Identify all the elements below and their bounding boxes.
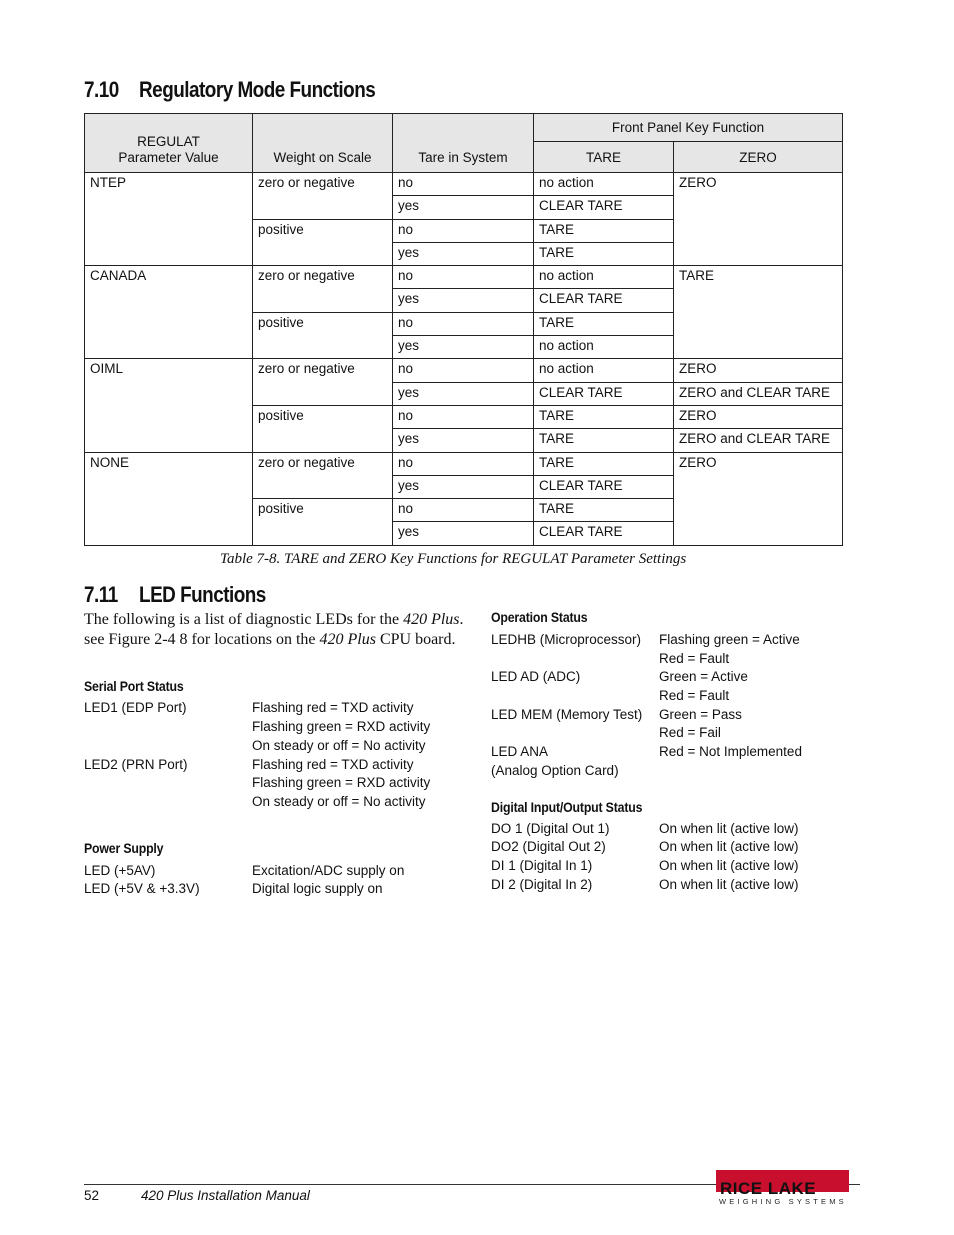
operation-status-heading: Operation Status: [491, 609, 588, 625]
led-name: DO 1 (Digital Out 1): [491, 821, 610, 836]
digital-io-status-heading: Digital Input/Output Status: [491, 799, 643, 815]
tare-key-cell: TARE: [534, 405, 674, 428]
led-description: Flashing green = Active: [659, 632, 800, 647]
section-number: 7.11: [84, 582, 118, 607]
intro-product-name: 420 Plus: [319, 630, 376, 648]
led-name: DI 2 (Digital In 2): [491, 877, 593, 892]
led-name: LED (+5AV): [84, 863, 156, 878]
tare-cell: no: [393, 173, 534, 196]
tare-cell: no: [393, 405, 534, 428]
led-description-line: Flashing green = RXD activity: [252, 719, 431, 734]
led-name: LED1 (EDP Port): [84, 700, 187, 715]
tare-cell: no: [393, 266, 534, 289]
led-description: On when lit (active low): [659, 858, 799, 873]
tare-cell: yes: [393, 382, 534, 405]
logo-tagline: WEIGHING SYSTEMS: [719, 1197, 847, 1206]
tare-key-cell: TARE: [534, 242, 674, 265]
led-name: DO2 (Digital Out 2): [491, 839, 606, 854]
weight-cell: zero or negative: [253, 173, 393, 220]
tare-cell: no: [393, 219, 534, 242]
tare-cell: no: [393, 359, 534, 382]
intro-product-name: 420 Plus: [403, 611, 460, 628]
tare-cell: no: [393, 312, 534, 335]
zero-key-cell: ZERO and CLEAR TARE: [674, 382, 843, 405]
param-cell: NTEP: [85, 173, 253, 266]
table-caption: Table 7-8. TARE and ZERO Key Functions for REGULAT Parameter Settings: [220, 551, 687, 567]
param-cell: NONE: [85, 452, 253, 545]
intro-text-2: . see Figure 2-4 8 for locations on the: [84, 611, 464, 648]
rice-lake-logo: [716, 1170, 852, 1206]
tare-cell: yes: [393, 522, 534, 545]
section-title: Regulatory Mode Functions: [139, 77, 376, 102]
zero-key-cell: TARE: [674, 266, 843, 359]
led-description-line: Flashing green = RXD activity: [252, 775, 431, 790]
tare-key-cell: CLEAR TARE: [534, 522, 674, 545]
zero-key-cell: ZERO: [674, 452, 843, 545]
tare-key-cell: CLEAR TARE: [534, 382, 674, 405]
section-7-11-heading: [84, 582, 266, 608]
tare-cell: yes: [393, 429, 534, 452]
led-description-line: Red = Fault: [659, 651, 730, 666]
led-name: LED (+5V & +3.3V): [84, 881, 200, 896]
led-name: LEDHB (Microprocessor): [491, 632, 642, 647]
tare-cell: yes: [393, 336, 534, 359]
power-supply-heading: Power Supply: [84, 840, 164, 856]
led-name: LED MEM (Memory Test): [491, 707, 643, 722]
weight-cell: positive: [253, 405, 393, 452]
tare-key-cell: no action: [534, 266, 674, 289]
weight-cell: zero or negative: [253, 452, 393, 499]
tare-key-cell: TARE: [534, 312, 674, 335]
led-description: Flashing red = TXD activity: [252, 700, 414, 715]
led-description: Digital logic supply on: [252, 881, 383, 896]
tare-cell: no: [393, 499, 534, 522]
led-description: Green = Pass: [659, 707, 742, 722]
tare-key-cell: no action: [534, 336, 674, 359]
page-number: 52: [84, 1188, 100, 1203]
led-intro-paragraph: [84, 610, 469, 649]
led-description-line: Red = Fail: [659, 725, 721, 740]
header-weight-on-scale: Weight on Scale: [253, 114, 393, 173]
led-description: On when lit (active low): [659, 821, 799, 836]
led-description-line: On steady or off = No activity: [252, 794, 426, 809]
led-description: Excitation/ADC supply on: [252, 863, 405, 878]
led-name: LED ANA: [491, 744, 549, 759]
led-name: DI 1 (Digital In 1): [491, 858, 593, 873]
tare-key-cell: CLEAR TARE: [534, 475, 674, 498]
header-zero-key: ZERO: [674, 142, 843, 173]
section-7-10-heading: [84, 77, 375, 103]
tare-key-cell: TARE: [534, 499, 674, 522]
zero-key-cell: ZERO: [674, 173, 843, 266]
intro-text-1: The following is a list of diagnostic LEDs for the: [84, 611, 400, 628]
zero-key-cell: ZERO and CLEAR TARE: [674, 429, 843, 452]
weight-cell: positive: [253, 312, 393, 359]
led-description-line: Red = Fault: [659, 688, 730, 703]
led-description: Red = Not Implemented: [659, 744, 802, 759]
tare-cell: yes: [393, 196, 534, 219]
header-front-panel-key-function: Front Panel Key Function: [534, 114, 843, 142]
tare-key-cell: CLEAR TARE: [534, 289, 674, 312]
section-title: LED Functions: [139, 582, 266, 607]
header-tare-in-system: Tare in System: [393, 114, 534, 173]
tare-cell: yes: [393, 289, 534, 312]
header-regulat-parameter-value: [85, 114, 253, 173]
weight-cell: positive: [253, 499, 393, 546]
tare-cell: yes: [393, 475, 534, 498]
led-name-line: (Analog Option Card): [491, 763, 619, 778]
regulat-key-function-table: [84, 113, 843, 546]
tare-key-cell: CLEAR TARE: [534, 196, 674, 219]
tare-key-cell: TARE: [534, 219, 674, 242]
tare-cell: no: [393, 452, 534, 475]
weight-cell: zero or negative: [253, 359, 393, 406]
param-cell: OIML: [85, 359, 253, 452]
led-description-line: On steady or off = No activity: [252, 738, 426, 753]
manual-title: 420 Plus Installation Manual: [141, 1188, 310, 1203]
logo-wordmark: RICE LAKE: [720, 1179, 817, 1198]
zero-key-cell: ZERO: [674, 405, 843, 428]
tare-key-cell: TARE: [534, 429, 674, 452]
led-description: On when lit (active low): [659, 877, 799, 892]
header-regulat: REGULAT: [137, 134, 200, 149]
led-description: On when lit (active low): [659, 839, 799, 854]
led-name: LED2 (PRN Port): [84, 757, 188, 772]
led-name: LED AD (ADC): [491, 669, 581, 684]
serial-port-status-heading: Serial Port Status: [84, 678, 184, 694]
weight-cell: positive: [253, 219, 393, 266]
tare-key-cell: no action: [534, 359, 674, 382]
section-number: 7.10: [84, 77, 119, 102]
tare-cell: yes: [393, 242, 534, 265]
tare-key-cell: no action: [534, 173, 674, 196]
led-description: Green = Active: [659, 669, 748, 684]
header-tare-key: TARE: [534, 142, 674, 173]
tare-key-cell: TARE: [534, 452, 674, 475]
weight-cell: zero or negative: [253, 266, 393, 313]
led-description: Flashing red = TXD activity: [252, 757, 414, 772]
intro-text-3: CPU board.: [379, 630, 456, 648]
param-cell: CANADA: [85, 266, 253, 359]
header-parameter-value: Parameter Value: [118, 150, 219, 165]
zero-key-cell: ZERO: [674, 359, 843, 382]
